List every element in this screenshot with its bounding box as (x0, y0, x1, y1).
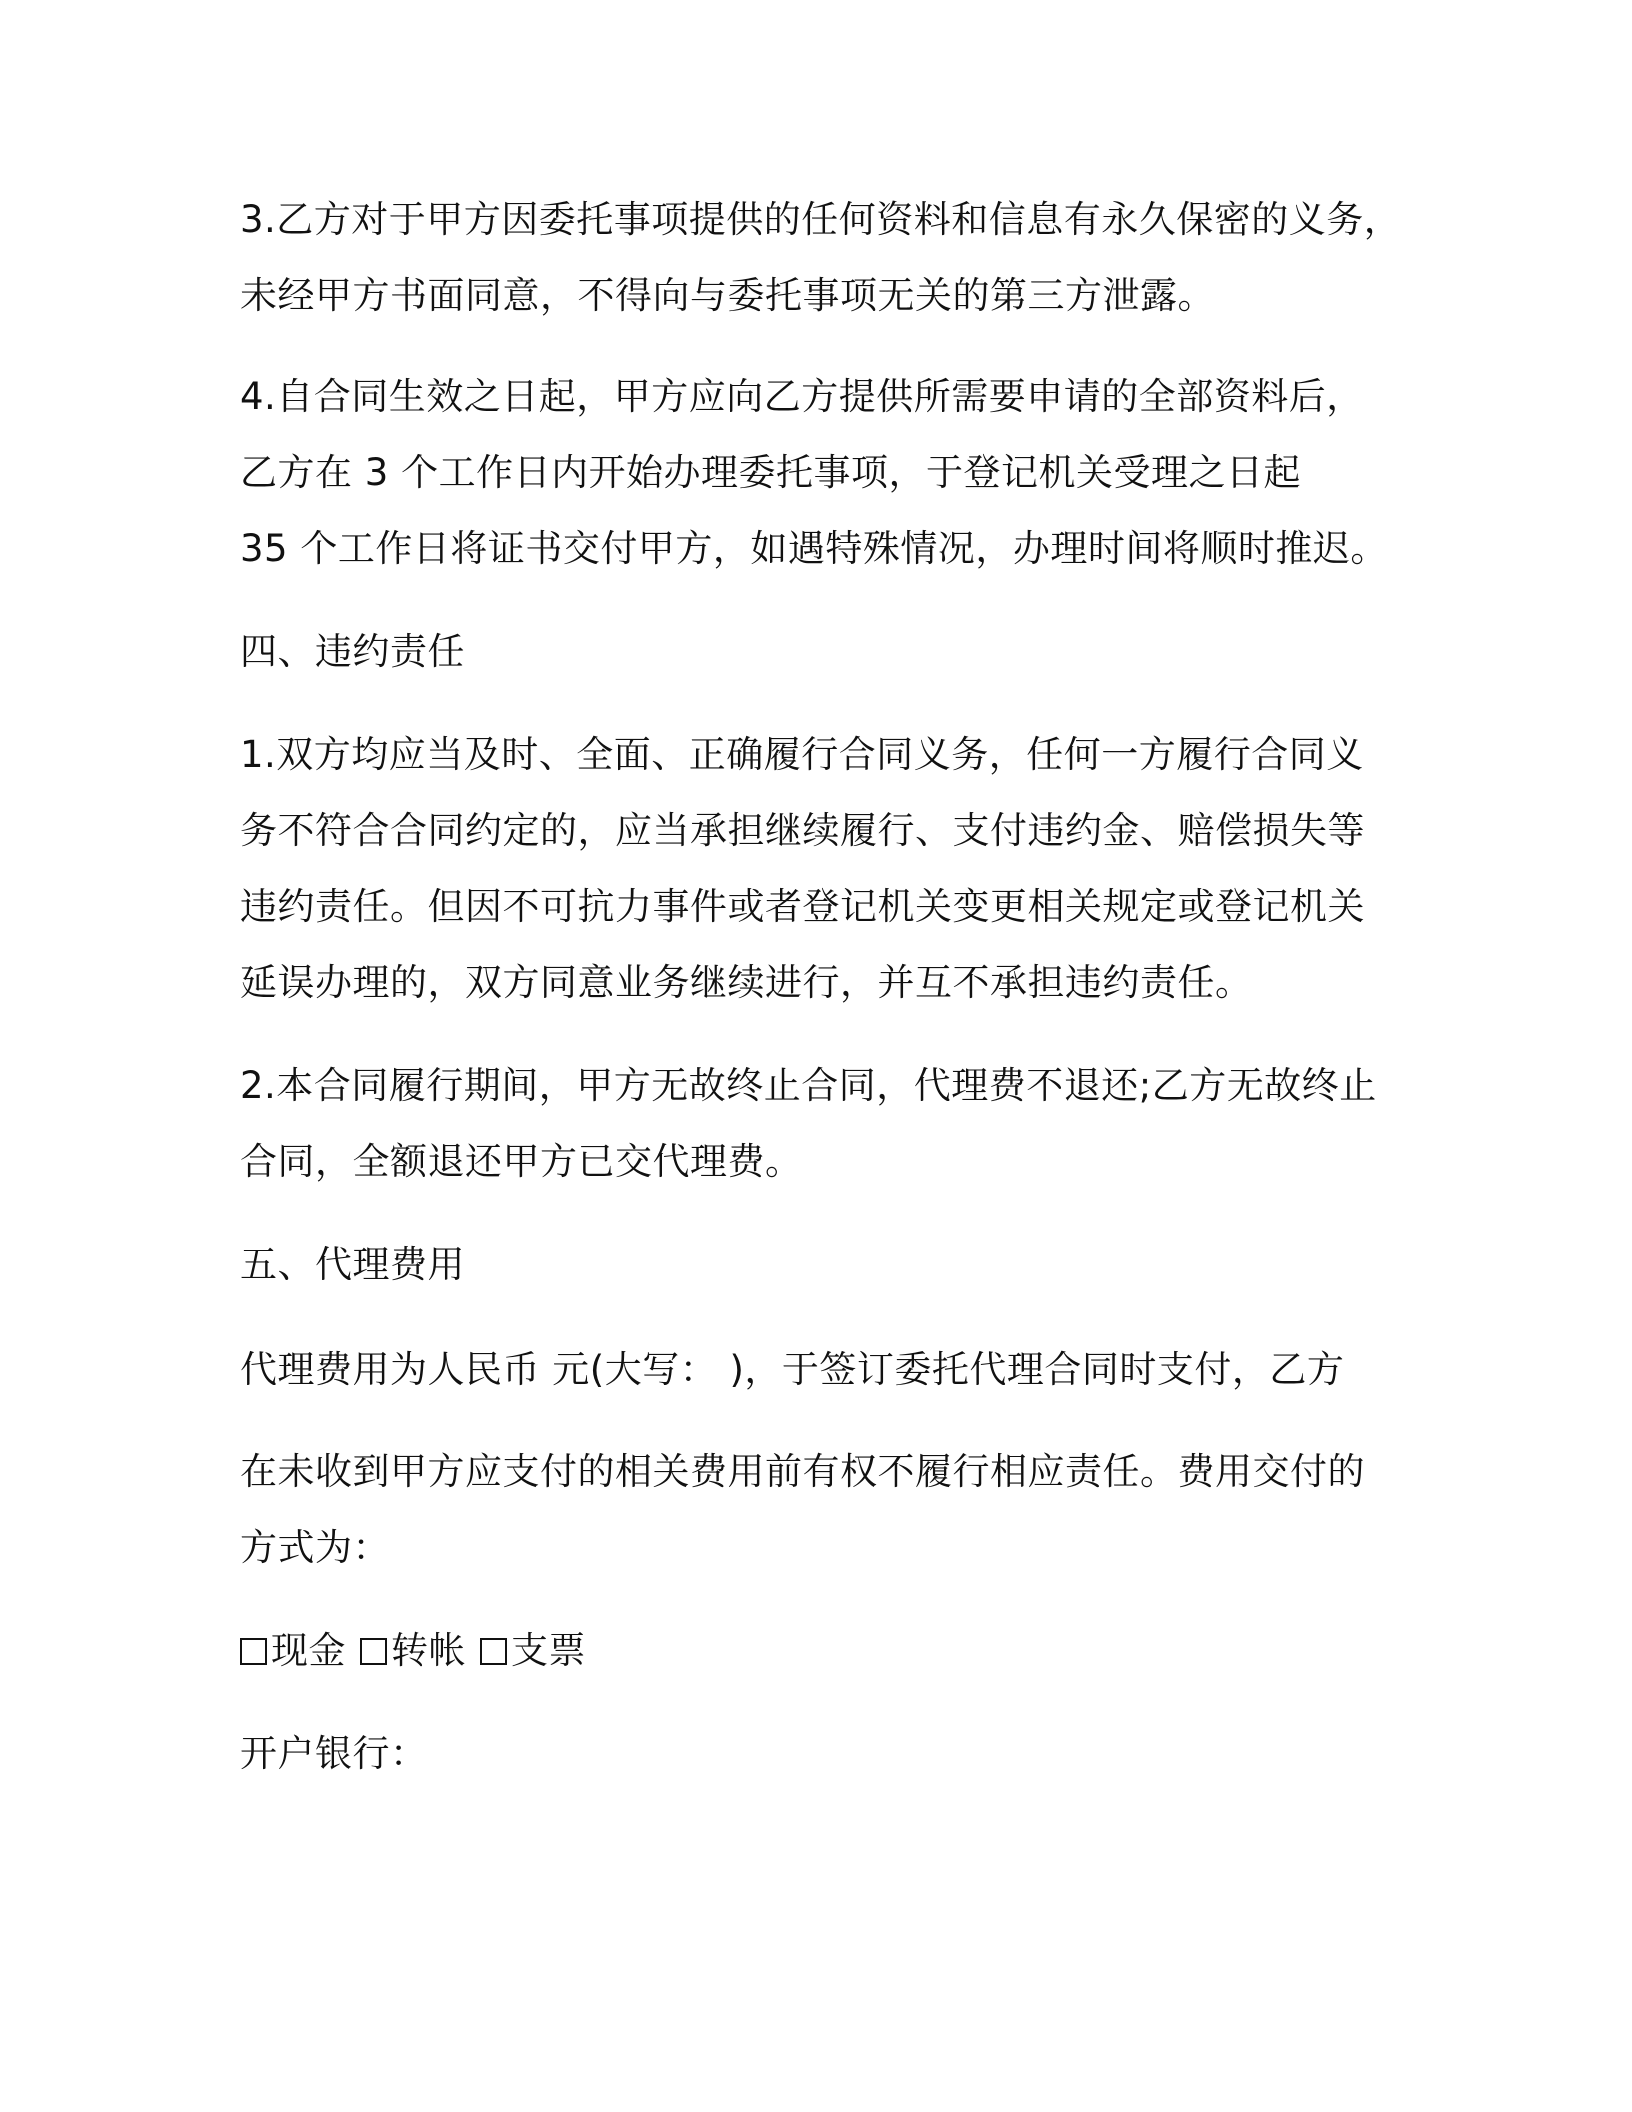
breach-clause-1-line-4: 延误办理的，双方同意业务继续进行，并互不承担违约责任。 (240, 961, 1253, 1004)
clause-4-line-3: 35 个工作日将证书交付甲方，如遇特殊情况，办理时间将顺时推迟。 (240, 527, 1388, 570)
payment-options (240, 1627, 586, 1677)
fees-line-3: 方式为： (240, 1526, 390, 1569)
payment-option-cheque[interactable] (480, 1627, 586, 1675)
breach-clause-2-line-2: 合同，全额退还甲方已交代理费。 (240, 1140, 803, 1183)
clause-4-line-2: 乙方在 3 个工作日内开始办理委托事项，于登记机关受理之日起 (240, 451, 1302, 494)
checkbox-icon[interactable] (360, 1638, 387, 1665)
clause-3-line-1: 3.乙方对于甲方因委托事项提供的任何资料和信息有永久保密的义务， (240, 198, 1402, 241)
payment-option-label: 转帐 (391, 1629, 466, 1672)
bank-label: 开户银行： (240, 1732, 428, 1775)
payment-option-transfer[interactable] (360, 1627, 466, 1675)
payment-option-cash[interactable] (240, 1627, 346, 1675)
checkbox-icon[interactable] (240, 1638, 267, 1665)
fees-line-1: 代理费用为人民币 元(大写： )，于签订委托代理合同时支付，乙方 (240, 1348, 1345, 1391)
section-heading-fees: 五、代理费用 (240, 1243, 465, 1286)
breach-clause-1-line-2: 务不符合合同约定的，应当承担继续履行、支付违约金、赔偿损失等 (240, 809, 1365, 852)
breach-clause-2-line-1: 2.本合同履行期间，甲方无故终止合同，代理费不退还;乙方无故终止 (240, 1064, 1377, 1107)
clause-3-line-2: 未经甲方书面同意，不得向与委托事项无关的第三方泄露。 (240, 274, 1215, 317)
section-heading-breach: 四、违约责任 (240, 630, 465, 673)
payment-option-label: 支票 (511, 1629, 586, 1672)
breach-clause-1-line-3: 违约责任。但因不可抗力事件或者登记机关变更相关规定或登记机关 (240, 885, 1365, 928)
clause-4-line-1: 4.自合同生效之日起，甲方应向乙方提供所需要申请的全部资料后， (240, 375, 1364, 418)
payment-option-label: 现金 (271, 1629, 346, 1672)
breach-clause-1-line-1: 1.双方均应当及时、全面、正确履行合同义务，任何一方履行合同义 (240, 733, 1364, 776)
fees-line-2: 在未收到甲方应支付的相关费用前有权不履行相应责任。费用交付的 (240, 1450, 1365, 1493)
checkbox-icon[interactable] (480, 1638, 507, 1665)
